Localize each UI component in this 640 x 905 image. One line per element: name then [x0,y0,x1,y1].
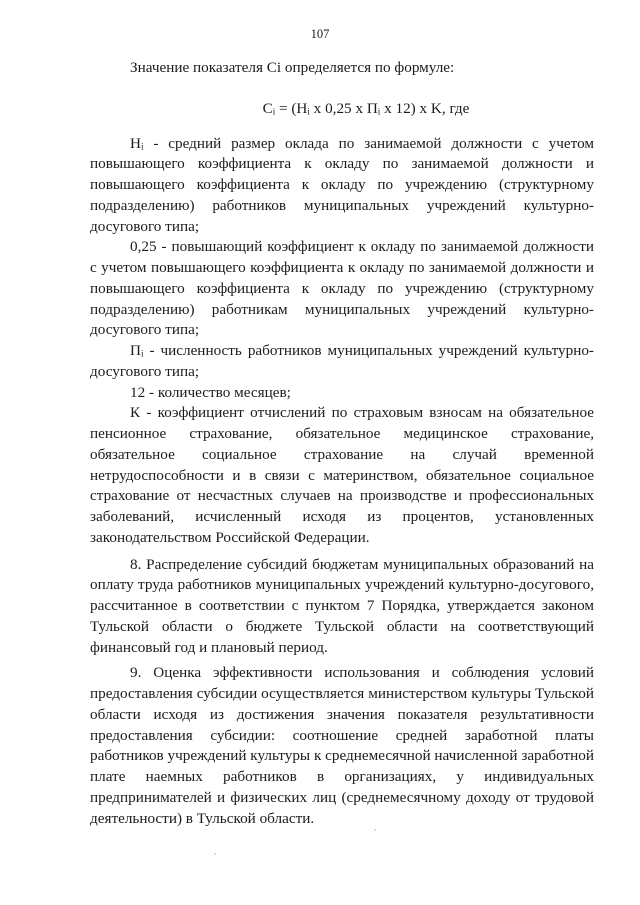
paragraph-8: 8. Распределение субсидий бюджетам муниципальных образований на оплату труда работников муниципальных учреждений культурно-досугового, рассчитанное в соответствии с пунктом 7 Порядка, утверждается законом Тульской области о бюджете Тульской области на соответствующий финансовый год и плановый период. [90,555,594,656]
definition-pi: Пᵢ - численность работников муниципальных учреждений культурно-досугового типа; [90,342,594,380]
definition-k: К - коэффициент отчислений по страховым взносам на обязательное пенсионное страхование, обязательное медицинское страхование, обязательное социальное страхование на случай временной нетрудоспособности и в связи с материнством, обязательное социальное страхование от несчастных случаев на производстве и профессиональных заболеваний, исчисленный исходя из процентов, установленных законодательством Российской Федерации. [90,404,594,546]
formula: Cᵢ = (Hᵢ x 0,25 x Пᵢ x 12) x K, где [262,99,470,117]
scan-speck [214,853,216,855]
formula-intro: Значение показателя Ci определяется по формуле: [130,59,455,76]
page-number: 107 [310,27,330,41]
scan-speck [374,829,376,831]
definition-months: 12 - количество месяцев; [130,383,291,401]
definition-hi: Hᵢ - средний размер оклада по занимаемой должности с учетом повышающего коэффициента к окладу по занимаемой должности и повышающего коэффициента к окладу по учреждению (структурному подразделению) работников муниципальных учреждений культурно-досугового типа; [90,134,594,235]
paragraph-9: 9. Оценка эффективности использования и соблюдения условий предоставления субсидии осуществляется министерством культуры Тульской области исходя из достижения значения показателя результативности предоставления субсидии: соотношение средней заработной платы работников учреждений культуры к среднемесячной начисленной заработной плате наемных работников в организациях, у индивидуальных предпринимателей и физических лиц (среднемесячному доходу от трудовой деятельности) в Тульской области. [90,664,594,827]
definition-coefficient: 0,25 - повышающий коэффициент к окладу по занимаемой должности с учетом повышающего коэффициента к окладу по занимаемой должности и повышающего коэффициента к окладу по учреждению (структурному подразделению) работникам муниципальных учреждений культурно-досугового типа; [90,238,594,339]
document-body [90,58,594,829]
